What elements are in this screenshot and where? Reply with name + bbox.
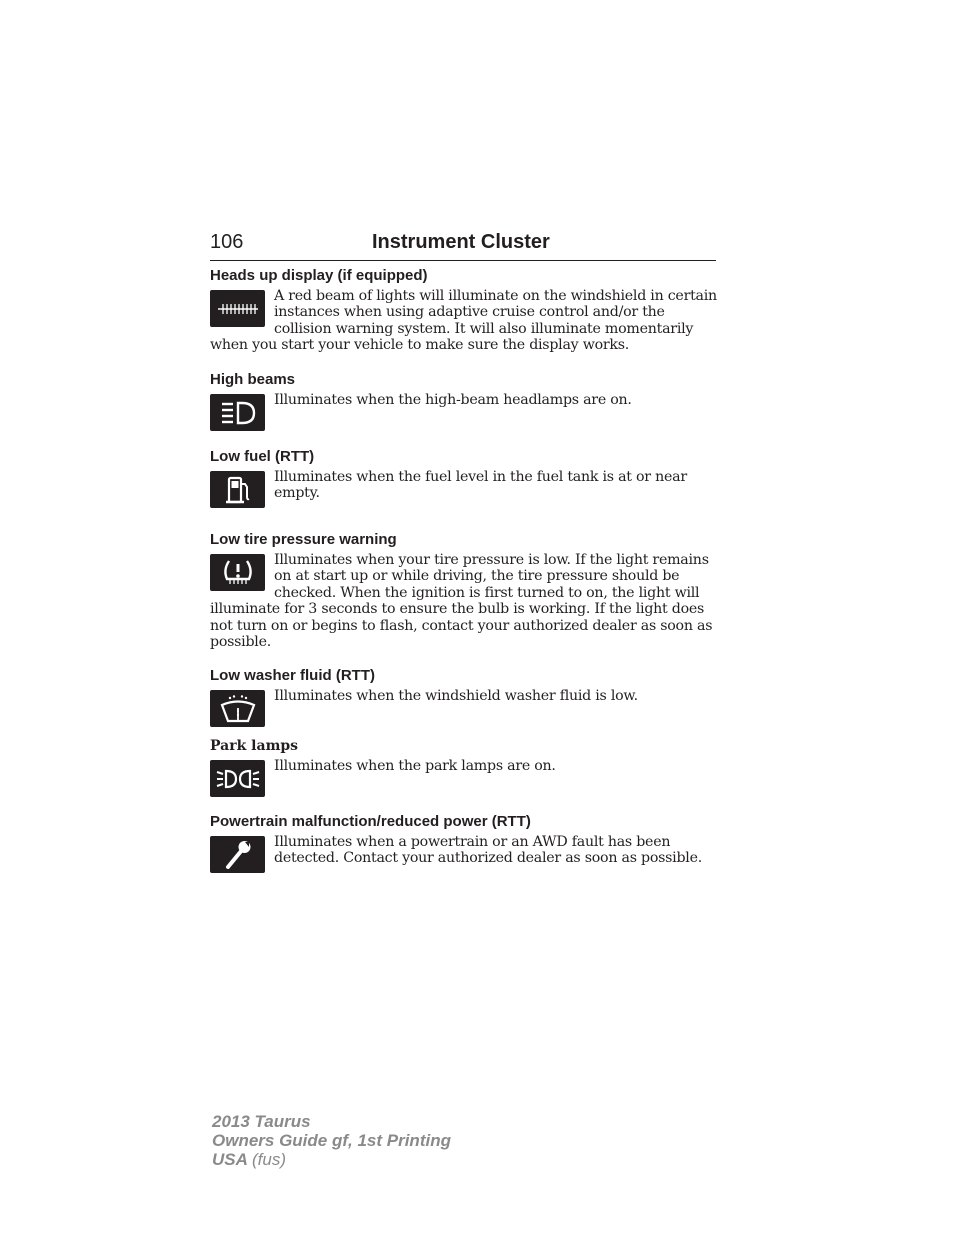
- section-park-lamps: [210, 737, 717, 799]
- section-heading: Low tire pressure warning: [210, 531, 397, 548]
- section-text: Illuminates when the fuel level in the fuel tank is at or near empty.: [274, 469, 687, 502]
- section-text: Illuminates when the windshield washer fluid is low.: [274, 688, 638, 704]
- section-low-tire-pressure: [210, 531, 717, 650]
- section-high-beams: [210, 371, 717, 433]
- section-heading: High beams: [210, 371, 296, 388]
- section-heads-up-display: [210, 267, 717, 354]
- wrench-icon: [210, 836, 265, 873]
- section-heading: Low washer fluid (RTT): [210, 667, 375, 684]
- section-text: A red beam of lights will illuminate on the windshield in certain instances when using adaptive cruise control and/or the collision warning system. It will also illuminate momentarily when you start your vehicle to make sure the display works.: [210, 288, 717, 354]
- washer-fluid-icon: [210, 690, 265, 727]
- footer-country: USA: [212, 1150, 248, 1169]
- section-text: Illuminates when the park lamps are on.: [274, 758, 556, 774]
- tire-pressure-icon: [210, 554, 265, 591]
- high-beam-icon: [210, 394, 265, 431]
- heads-up-display-icon: [210, 290, 265, 327]
- section-heading: Low fuel (RTT): [210, 448, 315, 465]
- section-heading: Powertrain malfunction/reduced power (RTT): [210, 813, 531, 830]
- section-low-fuel: [210, 448, 717, 510]
- section-text: Illuminates when your tire pressure is low. If the light remains on at start up or while driving, the tire pressure should be checked. When the ignition is first turned to on, the light will illuminate for 3 seconds to ensure the bulb is working. If the light does not turn on or begins to flash, contact your authorized dealer as soon as possible.: [210, 552, 713, 651]
- section-low-washer-fluid: [210, 667, 717, 729]
- footer-guide: Owners Guide gf, 1st Printing: [212, 1131, 451, 1150]
- fuel-pump-icon: [210, 471, 265, 508]
- footer-model: 2013 Taurus: [212, 1112, 311, 1131]
- page-footer: [212, 1112, 451, 1169]
- section-text: Illuminates when a powertrain or an AWD fault has been detected. Contact your authorized dealer as soon as possible.: [274, 834, 702, 867]
- section-heading: Park lamps: [210, 738, 299, 754]
- page-header: [210, 231, 716, 261]
- page-title: Instrument Cluster: [372, 231, 550, 253]
- park-lamps-icon: [210, 760, 265, 797]
- section-text: Illuminates when the high-beam headlamps are on.: [274, 392, 632, 408]
- footer-region: [212, 1150, 451, 1169]
- footer-code: (fus): [252, 1150, 286, 1169]
- page-number: 106: [210, 231, 244, 253]
- section-heading: Heads up display (if equipped): [210, 267, 428, 284]
- section-powertrain-malfunction: [210, 813, 717, 875]
